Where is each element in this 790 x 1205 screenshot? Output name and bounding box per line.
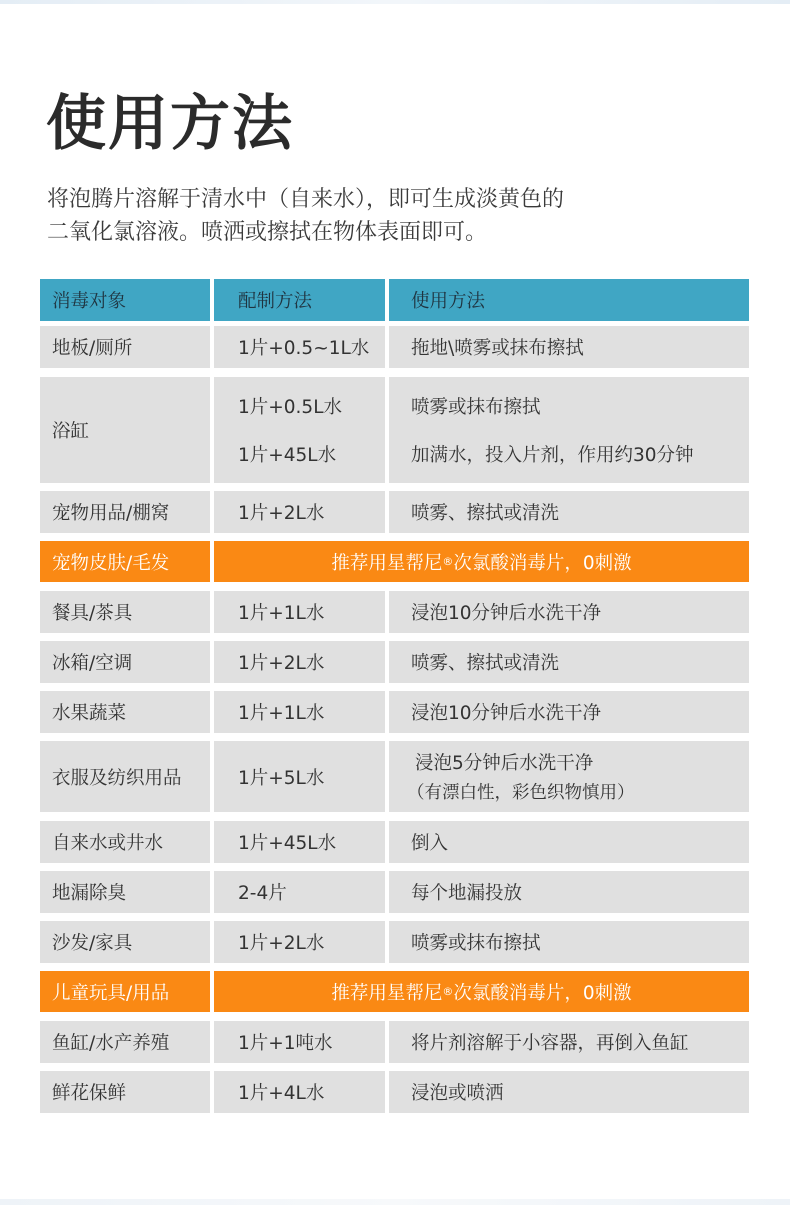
intro-text [47,183,747,249]
recommend-text: 推荐用星帮尼 [331,552,443,574]
cell-object: 宠物皮肤/毛发 [40,541,210,582]
cell-use: 喷雾或抹布擦拭 [389,921,749,963]
cell-object: 地漏除臭 [40,871,210,913]
cell-prep: 1片+2L水 [214,491,385,533]
table-row [40,921,749,963]
cell-use: 拖地\喷雾或抹布擦拭 [389,326,749,368]
cell-prep: 1片+2L水 [214,921,385,963]
header-object: 消毒对象 [40,279,210,321]
cell-object: 自来水或井水 [40,821,210,863]
cell-prep: 1片+0.5~1L水 [214,326,385,368]
cell-prep: 1片+5L水 [214,741,385,812]
registered-mark: ® [442,985,454,998]
recommend-text-tail: 次氯酸消毒片，0刺激 [453,982,632,1004]
table-row [40,377,749,483]
recommendation-text [214,541,749,582]
cell-use: 浸泡或喷洒 [389,1071,749,1113]
cell-object: 衣服及纺织用品 [40,741,210,812]
table-header-row [40,279,749,321]
bottom-decorative-strip [0,1199,790,1205]
cell-use: 每个地漏投放 [389,871,749,913]
use-line: 加满水，投入片剂，作用约30分钟 [411,445,694,466]
cell-prep: 2-4片 [214,871,385,913]
table-row [40,641,749,683]
highlight-row [40,541,749,582]
cell-prep: 1片+1L水 [214,591,385,633]
table-row [40,326,749,368]
cell-use: 将片剂溶解于小容器，再倒入鱼缸 [389,1021,749,1063]
header-prep: 配制方法 [214,279,385,321]
prep-line: 1片+0.5L水 [238,397,342,418]
cell-use: 喷雾、擦拭或清洗 [389,491,749,533]
cell-use [389,377,749,483]
cell-object: 地板/厕所 [40,326,210,368]
use-line: 浸泡5分钟后水洗干净 [415,753,594,774]
cell-object: 水果蔬菜 [40,691,210,733]
highlight-row [40,971,749,1012]
recommend-text-tail: 次氯酸消毒片，0刺激 [453,552,632,574]
table-row [40,871,749,913]
table-row [40,821,749,863]
page-title: 使用方法 [46,89,294,159]
registered-mark: ® [442,555,454,568]
cell-object: 鱼缸/水产养殖 [40,1021,210,1063]
cell-use: 浸泡10分钟后水洗干净 [389,591,749,633]
cell-object: 宠物用品/棚窝 [40,491,210,533]
use-line: 喷雾或抹布擦拭 [411,397,541,418]
table-row [40,591,749,633]
cell-object: 餐具/茶具 [40,591,210,633]
cell-object: 鲜花保鲜 [40,1071,210,1113]
table-row [40,691,749,733]
cell-prep [214,377,385,483]
use-note: （有漂白性，彩色织物慎用） [407,783,635,803]
usage-table [40,279,749,1113]
cell-object: 儿童玩具/用品 [40,971,210,1012]
recommend-text: 推荐用星帮尼 [331,982,443,1004]
cell-use: 倒入 [389,821,749,863]
prep-line: 1片+45L水 [238,445,337,466]
top-decorative-strip [0,0,790,4]
cell-use [389,741,749,812]
cell-prep: 1片+2L水 [214,641,385,683]
table-row [40,1071,749,1113]
cell-use: 喷雾、擦拭或清洗 [389,641,749,683]
cell-prep: 1片+1L水 [214,691,385,733]
cell-object: 沙发/家具 [40,921,210,963]
table-row [40,1021,749,1063]
cell-prep: 1片+45L水 [214,821,385,863]
table-row [40,491,749,533]
table-row [40,741,749,812]
cell-prep: 1片+4L水 [214,1071,385,1113]
cell-object: 浴缸 [40,377,210,483]
cell-prep: 1片+1吨水 [214,1021,385,1063]
cell-use: 浸泡10分钟后水洗干净 [389,691,749,733]
intro-line-2: 二氧化氯溶液。喷洒或擦拭在物体表面即可。 [47,220,488,245]
intro-line-1: 将泡腾片溶解于清水中（自来水），即可生成淡黄色的 [47,187,565,212]
cell-object: 冰箱/空调 [40,641,210,683]
recommendation-text [214,971,749,1012]
header-use: 使用方法 [389,279,749,321]
